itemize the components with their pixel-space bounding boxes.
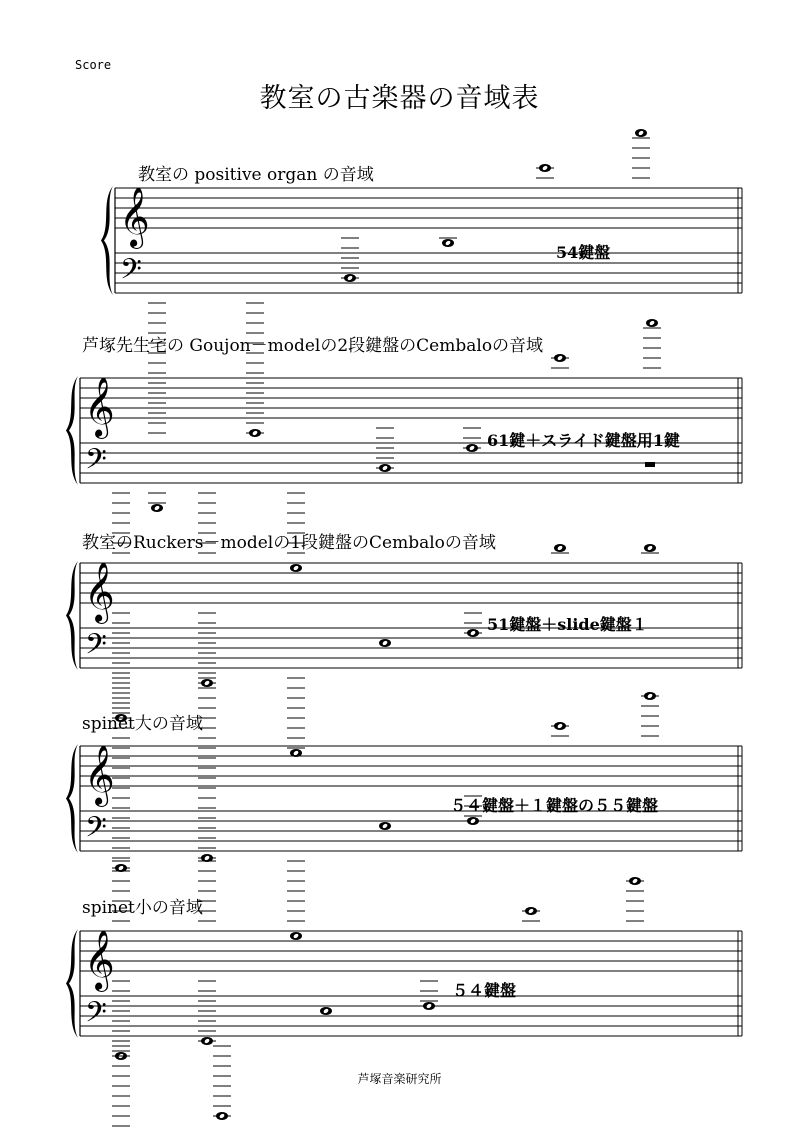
system-note: 61鍵＋スライド鍵盤用1鍵: [487, 431, 680, 450]
treble-clef-icon: 𝄞: [84, 377, 115, 437]
score-label: Score: [75, 58, 112, 72]
brace-icon: [66, 929, 78, 1038]
treble-clef-icon: 𝄞: [84, 562, 115, 622]
system-heading: 教室の positive organ の音域: [138, 165, 374, 185]
system-note: ５４鍵盤＋１鍵盤の５５鍵盤: [450, 796, 659, 815]
whole-note: [629, 877, 641, 885]
system-heading: 教室のRuckers－modelの1段鍵盤のCembaloの音域: [82, 533, 496, 553]
system-heading: 芦塚先生宅の Goujon－modelの2段鍵盤のCembaloの音域: [82, 336, 544, 356]
system-heading: spinet大の音域: [82, 714, 203, 734]
system-note: ５４鍵盤: [452, 981, 517, 1000]
bass-clef-icon: 𝄢: [85, 628, 107, 668]
whole-note: [423, 1002, 435, 1010]
treble-clef-icon: 𝄞: [84, 930, 115, 990]
whole-note: [525, 907, 537, 915]
page-footer: 芦塚音楽研究所: [357, 1072, 442, 1086]
bass-clef-icon: 𝄢: [85, 443, 107, 483]
system-note: 54鍵盤: [556, 243, 611, 262]
page-title: 教室の古楽器の音域表: [259, 83, 540, 114]
treble-clef-icon: 𝄞: [119, 187, 150, 247]
whole-note: [320, 1007, 332, 1015]
bass-clef-icon: 𝄢: [120, 253, 142, 293]
system-note: 51鍵盤＋slide鍵盤１: [487, 615, 648, 634]
bass-clef-icon: 𝄢: [85, 811, 107, 851]
system-heading: spinet小の音域: [82, 898, 203, 918]
whole-note: [216, 1112, 228, 1120]
bass-clef-icon: 𝄢: [85, 996, 107, 1036]
treble-clef-icon: 𝄞: [84, 745, 115, 805]
